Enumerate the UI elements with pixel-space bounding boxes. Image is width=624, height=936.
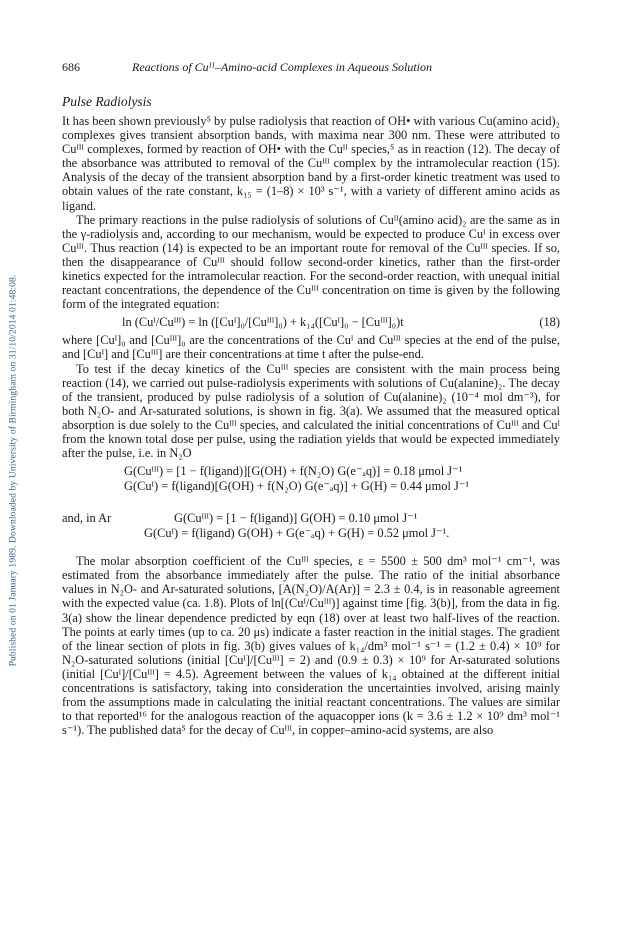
n2o-equation-2: G(Cuᴵ) = f(ligand)[G(OH) + f(N₂O) G(e⁻ₐq)] + G(H) = 0.44 μmol J⁻¹ — [124, 478, 470, 493]
download-notice — [6, 150, 20, 790]
equation-18-body: ln (Cuᴵ/Cuᴵᴵᴵ) = ln ([Cuᴵ]₀/[Cuᴵᴵᴵ]₀) + k₁₄([Cuᴵ]₀ − [Cuᴵᴵᴵ]₀)t — [122, 315, 404, 330]
paragraph-5: The molar absorption coefficient of the Cuᴵᴵᴵ species, ε = 5500 ± 500 dm³ mol⁻¹ cm⁻¹, was estimated from the absorbance immediately after the pulse. The ratio of the initial absorbance values in N₂O- and Ar-saturated solutions, [A(N₂O)/A(Ar)] = 2.3 ± 0.4, is in reasonable agreement with the expected value (ca. 1.8). Plots of ln[(Cuᴵ/Cuᴵᴵᴵ)] against time [fig. 3(b)], from the data in fig. 3(a) show the linear dependence predicted by eqn (18) over at least two half-lives of the reaction. The points at early times (up to ca. 20 μs) indicate a faster reaction in the initial stages. The gradient of the linear section of plots in fig. 3(b) gives values of k₁₄/dm³ mol⁻¹ s⁻¹ = (1.2 ± 0.4) × 10⁹ for N₂O-saturated solutions (initial [Cuᴵ]/[Cuᴵᴵᴵ] = 2) and (0.9 ± 0.3) × 10⁹ for Ar-saturated solutions (initial [Cuᴵ]/[Cuᴵᴵᴵ] = 4.5). Agreement between the values of k₁₄ obtained at the different initial concentrations is satisfactory, taking into consideration the uncertainties involved, arising mainly from the assumptions made in calculating the initial reactant concentrations. The values are similar to that reported¹⁶ for the analogous reaction of the aquacopper ions (k = 3.6 ± 1.2 × 10⁹ dm³ mol⁻¹ s⁻¹). The published data⁵ for the decay of Cuᴵᴵᴵ, in copper–amino-acid systems, are also — [62, 554, 560, 738]
equation-18 — [62, 315, 560, 329]
paragraph-1: It has been shown previously⁵ by pulse radiolysis that reaction of OH• with various Cu(amino acid)₂ complexes gives transient absorption bands, with maxima near 300 nm. These were attributed to Cuᴵᴵᴵ complexes, formed by reaction of OH• with the Cuᴵᴵ species,⁵ as in reaction (12). The decay of the absorbance was attributed to removal of the Cuᴵᴵᴵ complex by the intramolecular reaction (15). Analysis of the decay of the transient absorption band by a first-order kinetic treatment was used to obtain values of the rate constant, k₁₅ = (1–8) × 10³ s⁻¹, with a variety of different amino acids as ligand. — [62, 114, 560, 213]
running-header — [62, 60, 560, 80]
paragraph-2: The primary reactions in the pulse radiolysis of solutions of Cuᴵᴵ(amino acid)₂ are the same as in the γ-radiolysis and, according to our mechanism, would be expected to produce Cuᴵ in excess over Cuᴵᴵᴵ. Thus reaction (14) is expected to be an important route for removal of the Cuᴵᴵᴵ species. If so, then the disappearance of Cuᴵᴵᴵ should follow second-order kinetics, rather than the first-order kinetics expected for the intramolecular reaction. For the second-order reaction, with unequal initial reactant concentrations, the dependence of the Cuᴵᴵᴵ concentration on time is given by the following form of the integrated equation: — [62, 212, 560, 312]
page-number: 686 — [62, 60, 80, 74]
paragraph-3: where [Cuᴵ]₀ and [Cuᴵᴵᴵ]₀ are the concentrations of the Cuᴵ and Cuᴵᴵᴵ species at the end of the pulse, and [Cuᴵ] and [Cuᴵᴵᴵ] are their concentrations at time t after the pulse-end. — [62, 333, 560, 362]
running-title: Reactions of Cuᴵᴵ–Amino-acid Complexes in Aqueous Solution — [132, 60, 433, 74]
ar-yield-equations — [62, 511, 560, 540]
download-notice-text: Published on 01 January 1989. Downloaded by University of Birmingham on 31/10/2014 01:48:08. — [7, 274, 19, 666]
n2o-yield-equations — [62, 464, 560, 493]
paragraph-4: To test if the decay kinetics of the Cuᴵᴵᴵ species are consistent with the main process being reaction (14), we carried out pulse-radiolysis experiments with solutions of Cu(alanine)₂. The decay of the transient, produced by pulse radiolysis of a solution of Cu(alanine)₂ (10⁻⁴ mol dm⁻³), for both N₂O- and Ar-saturated solutions, is shown in fig. 3(a). We assumed that the measured optical absorption is due solely to the Cuᴵᴵᴵ species, and calculated the initial concentrations of Cuᴵᴵᴵ and Cuᴵ from the known total dose per pulse, using the radiation yields that would be expected immediately after the pulse, i.e. in N₂O — [62, 361, 560, 461]
page-body — [62, 60, 560, 737]
ar-equation-2: G(Cuᴵ) = f(ligand) G(OH) + G(e⁻ₐq) + G(H) = 0.52 μmol J⁻¹. — [144, 525, 450, 540]
n2o-equation-1: G(Cuᴵᴵᴵ) = [1 − f(ligand)][G(OH) + f(N₂O) G(e⁻ₐq)] = 0.18 μmol J⁻¹ — [124, 464, 463, 479]
ar-equation-1: G(Cuᴵᴵᴵ) = [1 − f(ligand)] G(OH) = 0.10 μmol J⁻¹ — [174, 511, 418, 526]
equation-18-number: (18) — [539, 315, 560, 330]
section-title: Pulse Radiolysis — [62, 94, 152, 109]
ar-label: and, in Ar — [62, 511, 112, 526]
